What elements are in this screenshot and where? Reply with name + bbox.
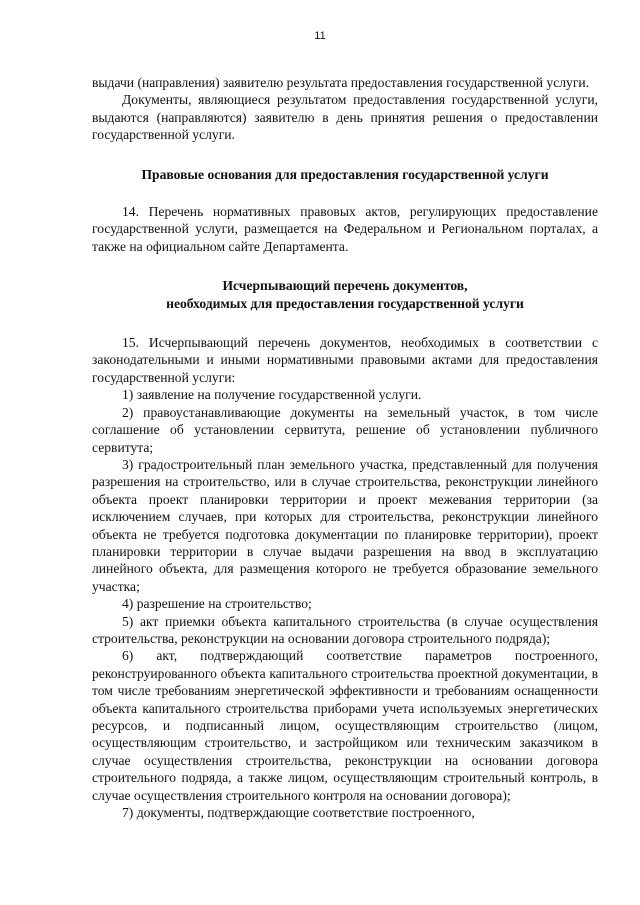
heading-documents-line2: необходимых для предоставления государственной услуги	[166, 295, 524, 311]
list-item: 2) правоустанавливающие документы на земельный участок, в том числе соглашение об установлении сервитута, решение об установлении публичного сервитута;	[92, 404, 598, 455]
paragraph-result-documents: Документы, являющиеся результатом предоставления государственной услуги, выдаются (направляются) заявителю в день принятия решения о предоставлении государственной услуги.	[92, 92, 598, 143]
paragraph-continuation: выдачи (направления) заявителю результата предоставления государственной услуги.	[92, 75, 590, 90]
list-item: 1) заявление на получение государственной услуги.	[122, 387, 422, 403]
paragraph-14: 14. Перечень нормативных правовых актов, регулирующих предоставление государственной услуги, размещается на Федеральном и Региональном порталах, а также на официальном сайте Департамента.	[92, 204, 598, 254]
page-number: 11	[314, 30, 326, 42]
list-item: 4) разрешение на строительство;	[122, 596, 312, 612]
list-item: 5) акт приемки объекта капитального строительства (в случае осуществления строительства, реконструкции на основании договора строительного подряда);	[92, 613, 598, 646]
page-body	[92, 74, 598, 821]
list-item: 6) акт, подтверждающий соответствие параметров построенного, реконструированного объекта капитального строительства проектной документации, в том числе требованиям энергетической эффективности и требованиям оснащенности объекта капитального строительства приборами учета используемых энергетических ресурсов, и подписанный лицом, осуществляющим строительство (лицом, осуществляющим строительство, и застройщиком или техническим заказчиком в случае осуществления строительства, реконструкции на основании договора строительного подряда, а также лицом, осуществляющим строительный контроль, в случае осуществления строительного контроля на основании договора);	[92, 648, 598, 803]
paragraph-15-intro: 15. Исчерпывающий перечень документов, необходимых в соответствии с законодательными и иными нормативными правовыми актами для предоставления государственной услуги:	[92, 335, 598, 385]
list-item: 3) градостроительный план земельного участка, представленный для получения разрешения на строительство, или в случае строительства, реконструкции линейного объекта проект планировки территории и проект межевания территории (за исключением случаев, при которых для строительства, реконструкции линейного объекта не требуется подготовка документации по планировке территории), проект планировки территории в случае выдачи разрешения на ввод в эксплуатацию линейного объекта, для размещения которого не требуется образование земельного участка;	[92, 456, 598, 594]
heading-legal-grounds: Правовые основания для предоставления государственной услуги	[141, 166, 549, 182]
list-item: 7) документы, подтверждающие соответствие построенного,	[122, 805, 475, 821]
heading-documents-line1: Исчерпывающий перечень документов,	[222, 278, 468, 294]
